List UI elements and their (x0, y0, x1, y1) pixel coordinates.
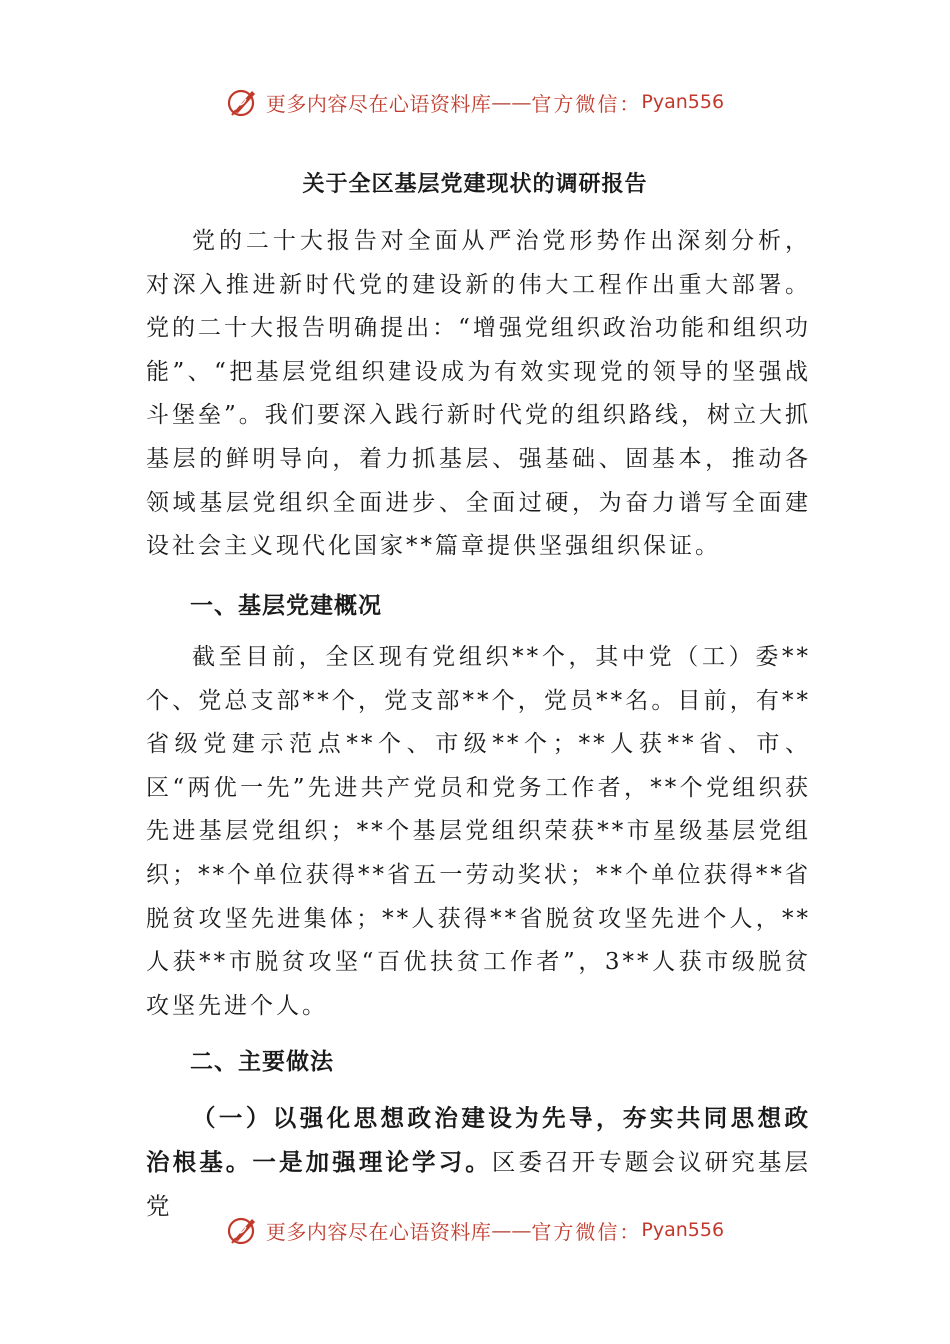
banner-brand-text: 更多内容尽在心语资料库 (265, 1219, 492, 1244)
banner-wechat-label: 官方微信： (531, 1219, 642, 1244)
quill-logo-icon (226, 85, 260, 119)
banner-brand-text: 更多内容尽在心语资料库 (265, 91, 492, 116)
banner-wechat-id: Pyan556 (641, 1219, 725, 1241)
banner-separator: — (491, 90, 512, 114)
footer-banner (0, 1208, 950, 1252)
document-title: 关于全区基层党建现状的调研报告 (302, 171, 648, 197)
overview-paragraph: 截至目前，全区现有党组织**个，其中党（工）委**个、党总支部**个，党支部**个，党员**名。目前，有**省级党建示范点**个、市级**个；**人获**省、市、区“两优一先”先进共产党员和党务工作者，**个党组织获先进基层党组织；**个基层党组织荣获**市星级基层党组织；**个单位获得**省五一劳动奖状；**个单位获得**省脱贫攻坚先进集体；**人获得**省脱贫攻坚先进个人，**人获**市脱贫攻坚“百优扶贫工作者”，3**人获市级脱贫攻坚先进个人。 (146, 644, 811, 1019)
banner-wechat-label: 官方微信： (531, 91, 642, 116)
section-heading-practices: 二、主要做法 (190, 1048, 334, 1075)
banner-separator: — (491, 1218, 512, 1242)
intro-paragraph: 党的二十大报告对全面从严治党形势作出深刻分析，对深入推进新时代党的建设新的伟大工程作出重大部署。党的二十大报告明确提出：“增强党组织政治功能和组织功能”、“把基层党组织建设成为有效实现党的领导的坚强战斗堡垒”。我们要深入践行新时代党的组织路线，树立大抓基层的鲜明导向，着力抓基层、强基础、固基本，推动各领域基层党组织全面进步、全面过硬，为奋力谱写全面建设社会主义现代化国家**篇章提供坚强组织保证。 (146, 228, 811, 560)
banner-separator-2: — (511, 90, 532, 114)
practices-bold-lead: （一）以强化思想政治建设为先导，夯实共同思想政治根基。一是加强理论学习。 (146, 1104, 811, 1176)
section-heading-overview: 一、基层党建概况 (190, 592, 382, 619)
quill-logo-icon (226, 1213, 260, 1247)
practices-text: 区委召开专题会议研究基层党 (146, 1148, 812, 1220)
header-banner (0, 80, 950, 124)
banner-wechat-id: Pyan556 (641, 91, 725, 113)
banner-separator-2: — (511, 1218, 532, 1242)
